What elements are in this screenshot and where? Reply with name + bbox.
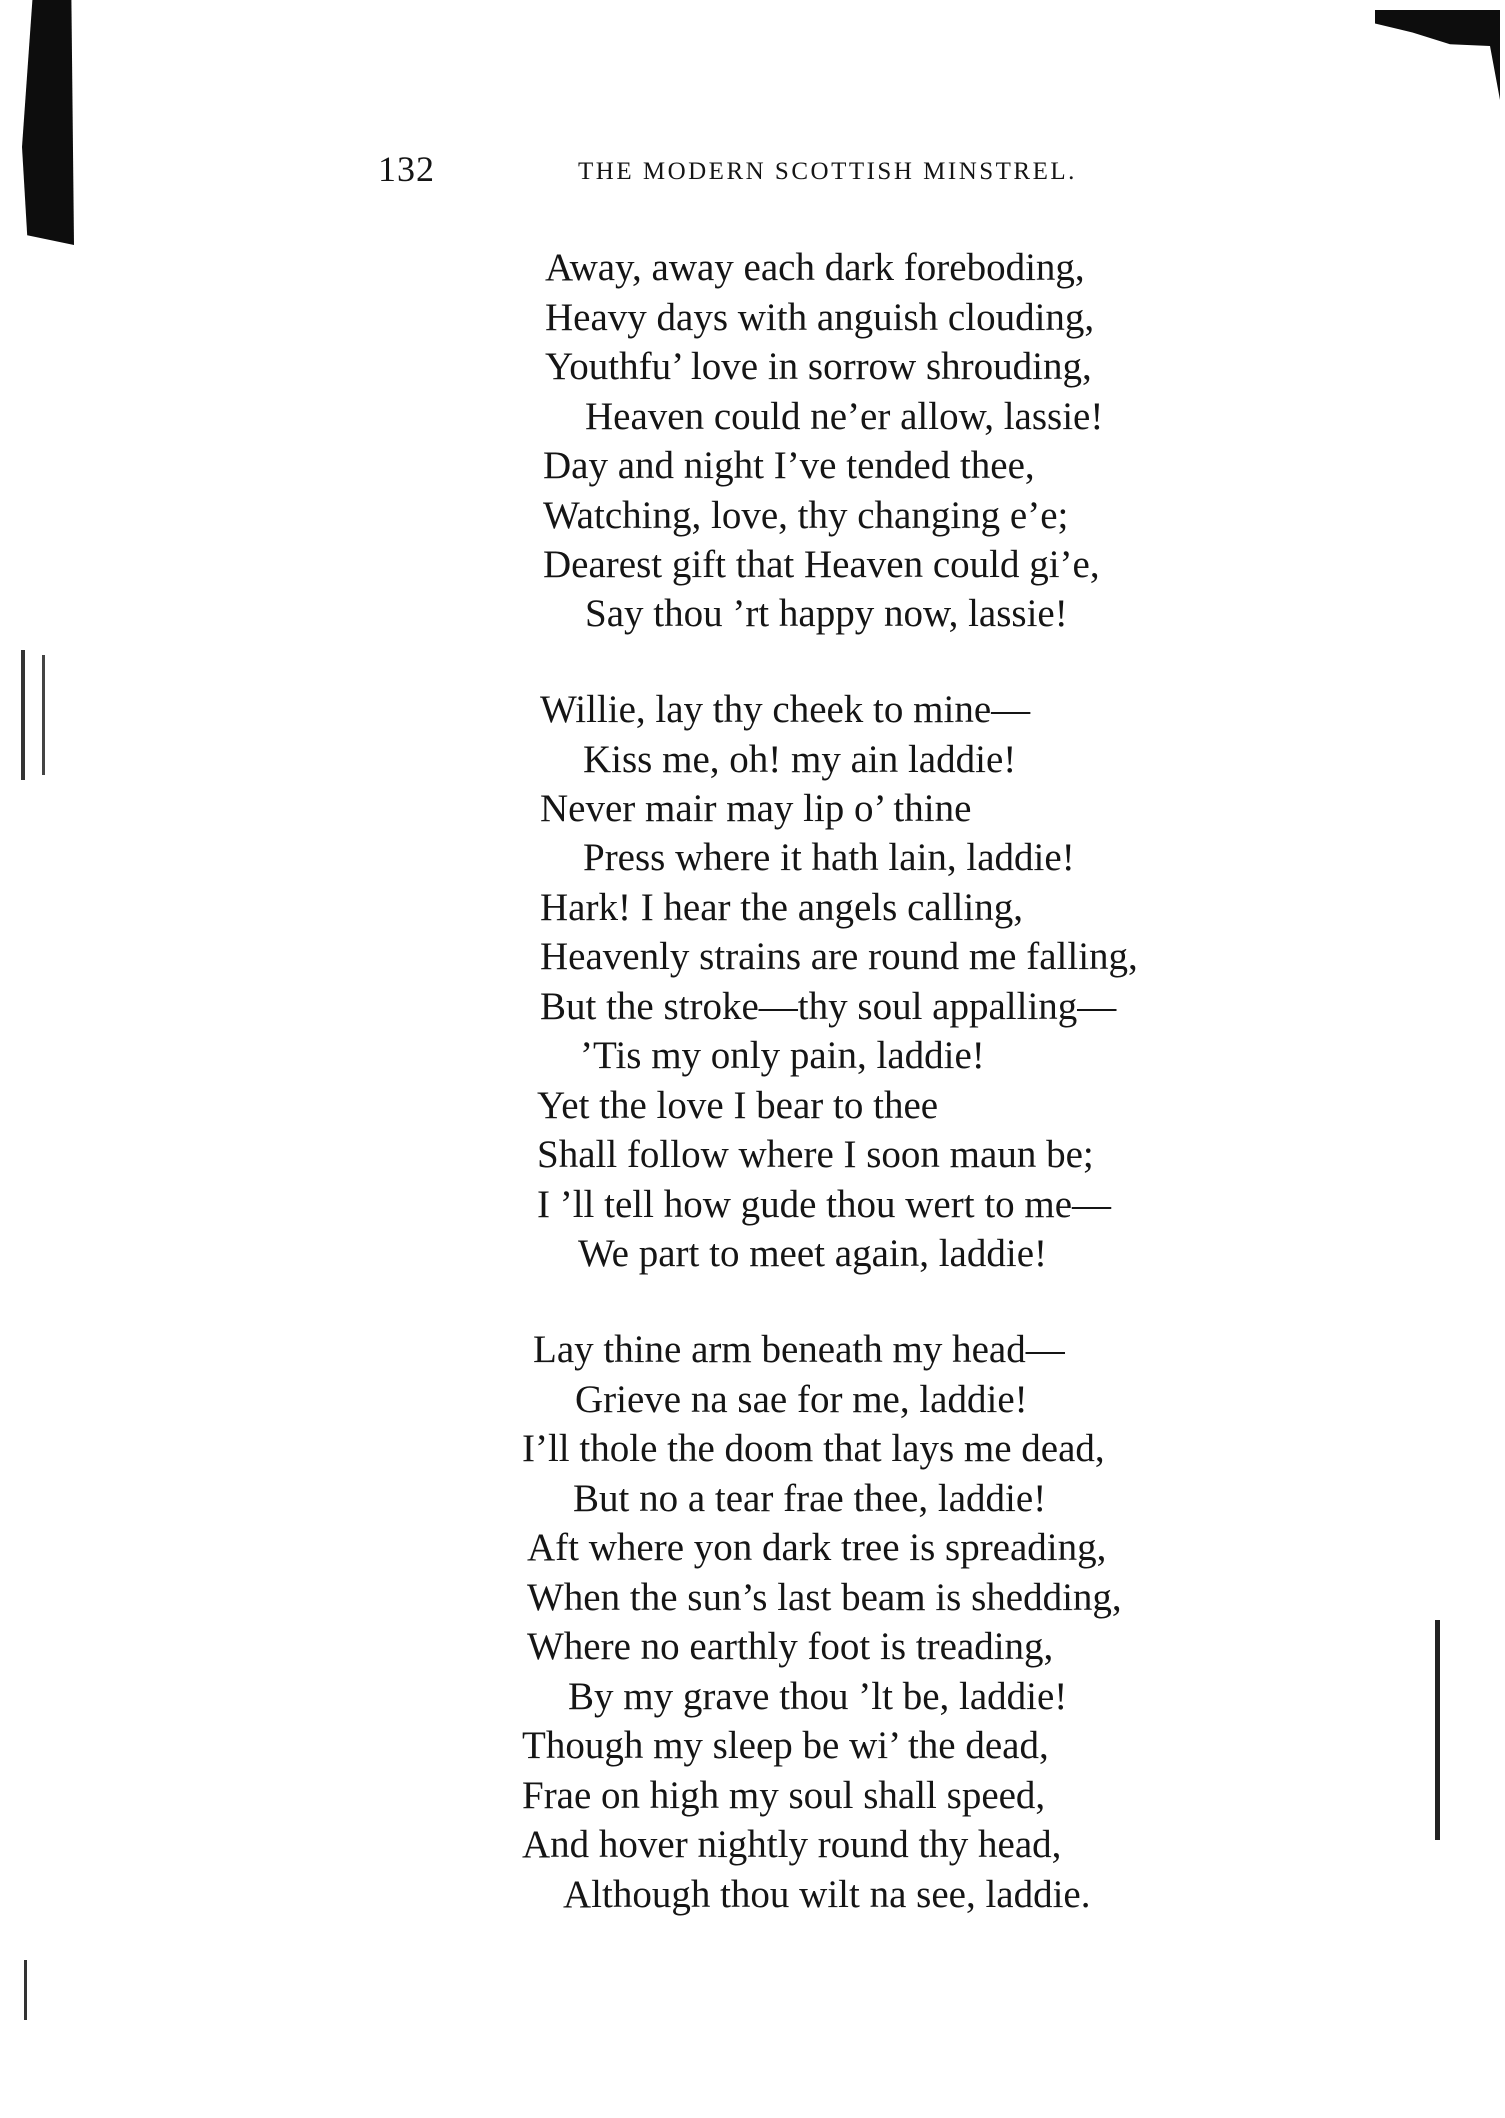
poem-line: I ’ll tell how gude thou wert to me— [537,1183,1112,1226]
poem-line: I’ll thole the doom that lays me dead, [522,1427,1105,1470]
scan-edge-line [1435,1620,1440,1840]
poem-line: Youthfu’ love in sorrow shrouding, [545,345,1092,388]
scan-edge-line [24,1960,27,2020]
poem-line: Frae on high my soul shall speed, [522,1774,1046,1817]
poem-line: Heavenly strains are round me falling, [540,935,1138,978]
poem-line: ’Tis my only pain, laddie! [580,1034,985,1077]
scan-edge-line [42,655,45,775]
page-header [378,148,1170,198]
poem-line: When the sun’s last beam is shedding, [527,1576,1122,1619]
poem-line: Though my sleep be wi’ the dead, [522,1724,1049,1767]
poem-line: And hover nightly round thy head, [522,1823,1062,1866]
running-title: THE MODERN SCOTTISH MINSTREL. [578,158,1077,185]
poem-line: Shall follow where I soon maun be; [537,1133,1094,1176]
poem-line: Heavy days with anguish clouding, [545,296,1095,339]
poem-line: By my grave thou ’lt be, laddie! [568,1675,1068,1718]
poem-line: Grieve na sae for me, laddie! [575,1378,1028,1421]
poem-line: Watching, love, thy changing e’e; [543,494,1069,537]
poem-line: Day and night I’ve tended thee, [543,444,1035,487]
scan-edge-line [21,650,25,780]
poem-line: Lay thine arm beneath my head— [533,1328,1065,1371]
poem-line: Say thou ’rt happy now, lassie! [585,592,1068,635]
poem-line: Aft where yon dark tree is spreading, [527,1526,1107,1569]
poem-line: Press where it hath lain, laddie! [583,836,1075,879]
poem-line: Never mair may lip o’ thine [540,787,972,830]
poem-line: Where no earthly foot is treading, [527,1625,1054,1668]
poem-line: But no a tear frae thee, laddie! [573,1477,1047,1520]
scan-edge-shadow [22,0,74,245]
scan-corner-shadow [1375,10,1500,100]
page-number: 132 [378,149,435,189]
poem-line: Although thou wilt na see, laddie. [563,1873,1091,1916]
poem-line: Away, away each dark foreboding, [545,246,1085,289]
poem-line: Kiss me, oh! my ain laddie! [583,738,1017,781]
poem-line: Dearest gift that Heaven could gi’e, [543,543,1100,586]
poem-line: Yet the love I bear to thee [537,1084,939,1127]
poem-line: Willie, lay thy cheek to mine— [540,688,1031,731]
poem-line: Heaven could ne’er allow, lassie! [585,395,1104,438]
poem-line: Hark! I hear the angels calling, [540,886,1023,929]
poem-line: We part to meet again, laddie! [578,1232,1047,1275]
poem-line: But the stroke—thy soul appalling— [540,985,1117,1028]
